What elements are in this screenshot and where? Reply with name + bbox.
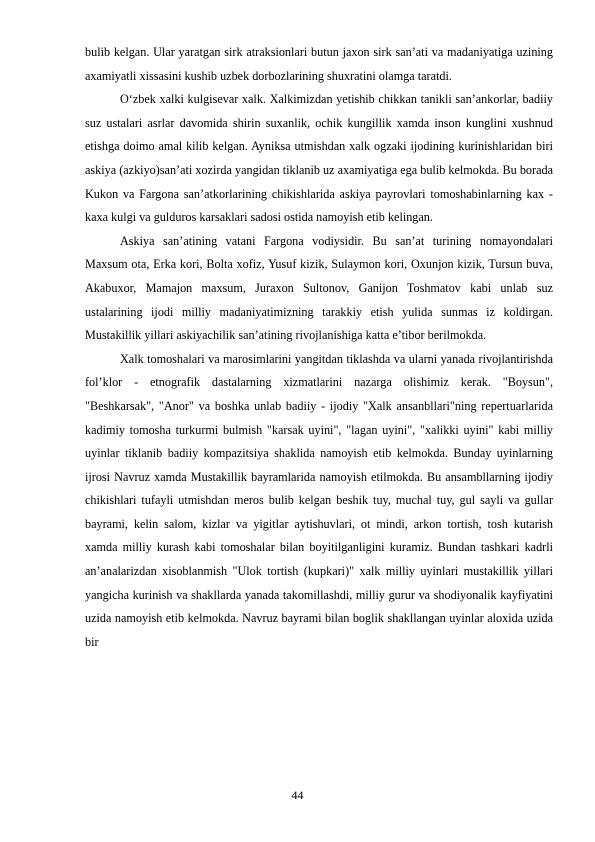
paragraph-folk-performances: Xalk tomoshalari va marosimlarini yangitdan tiklashda va ularni yanada rivojlantirishda fol’klor - etnografik dastalarning xizmatlarini nazarga olishimiz kerak. "Boysun", "Beshkarsak", "Anor" va boshka unlab badiiy - ijodiy "Xalk ansanbllari"ning repertuarlarida kadimiy tomosha turkurmi bulmish "karsak uyini", "lagan uyini", "xalikki uyini" kabi milliy uyinlar tiklanib badiiy kompazitsiya shaklida namoyish etib kelmokda. Bunday uyinlarning ijrosi Navruz xamda Mustakillik bayramlarida namoyish etilmokda. Bu ansambllarning ijodiy chikishlari tufayli utmishdan meros bulib kelgan beshik tuy, muchal tuy, gul sayli va gullar bayrami, kelin salom, kizlar va yigitlar aytishuvlari, ot mindi, arkon tortish, tosh kutarish xamda milliy kurash kabi tomoshalar bilan boyitilganligini kuramiz. Bundan tashkari kadrli an’analarizdan xisoblanmish "Ulok tortish (kupkari)" xalk milliy uyinlari mustakillik yillari yangicha kurinish va shakllarda yanada takomillashdi, milliy gurur va shodiyonalik kayfiyatini uzida namoyish etib kelmokda. Navruz bayrami bilan boglik shakllangan uyinlar aloxida uzida bir [85, 351, 553, 649]
document-body [85, 41, 553, 654]
paragraph-continuation: bulib kelgan. Ular yaratgan sirk atraksionlari butun jaxon sirk san’ati va madaniyatiga uzining axamiyatli xissasini kushib uzbek dorbozlarining shuxratini olamga taratdi. [85, 45, 553, 83]
paragraph-humor-tradition: O‘zbek xalki kulgisevar xalk. Xalkimizdan yetishib chikkan tanikli san’ankorlar, badiiy suz ustalari asrlar davomida shirin suxanlik, ochik kungillik xamda inson kunglini xushnud etishga doimo amal kilib kelgan. Ayniksa utmishdan xalk ogzaki ijodining kurinishlaridan biri askiya (azkiyo)san’ati xozirda yangidan tiklanib uz axamiyatiga ega bulib kelmokda. Bu borada Kukon va Fargona san’atkorlarining chikishlarida askiya payrovlari tomoshabinlarning kax - kaxa kulgi va gulduros karsaklari sadosi ostida namoyish etib kelingan. [85, 92, 553, 225]
paragraph-askiya-masters: Askiya san’atining vatani Fargona vodiysidir. Bu san’at turining nomayondalari Maxsum ota, Erka kori, Bolta xofiz, Yusuf kizik, Sulaymon kori, Oxunjon kizik, Tursun buva, Akabuxor, Mamajon maxsum, Juraxon Sultonov, Ganijon Toshmatov kabi unlab suz ustalarining ijodi milliy madaniyatimizning tarakkiy etish yulida sunmas iz koldirgan. Mustakillik yillari askiyachilik san’atining rivojlanishiga katta e’tibor berilmokda. [85, 233, 553, 343]
page-number: 44 [291, 788, 304, 802]
